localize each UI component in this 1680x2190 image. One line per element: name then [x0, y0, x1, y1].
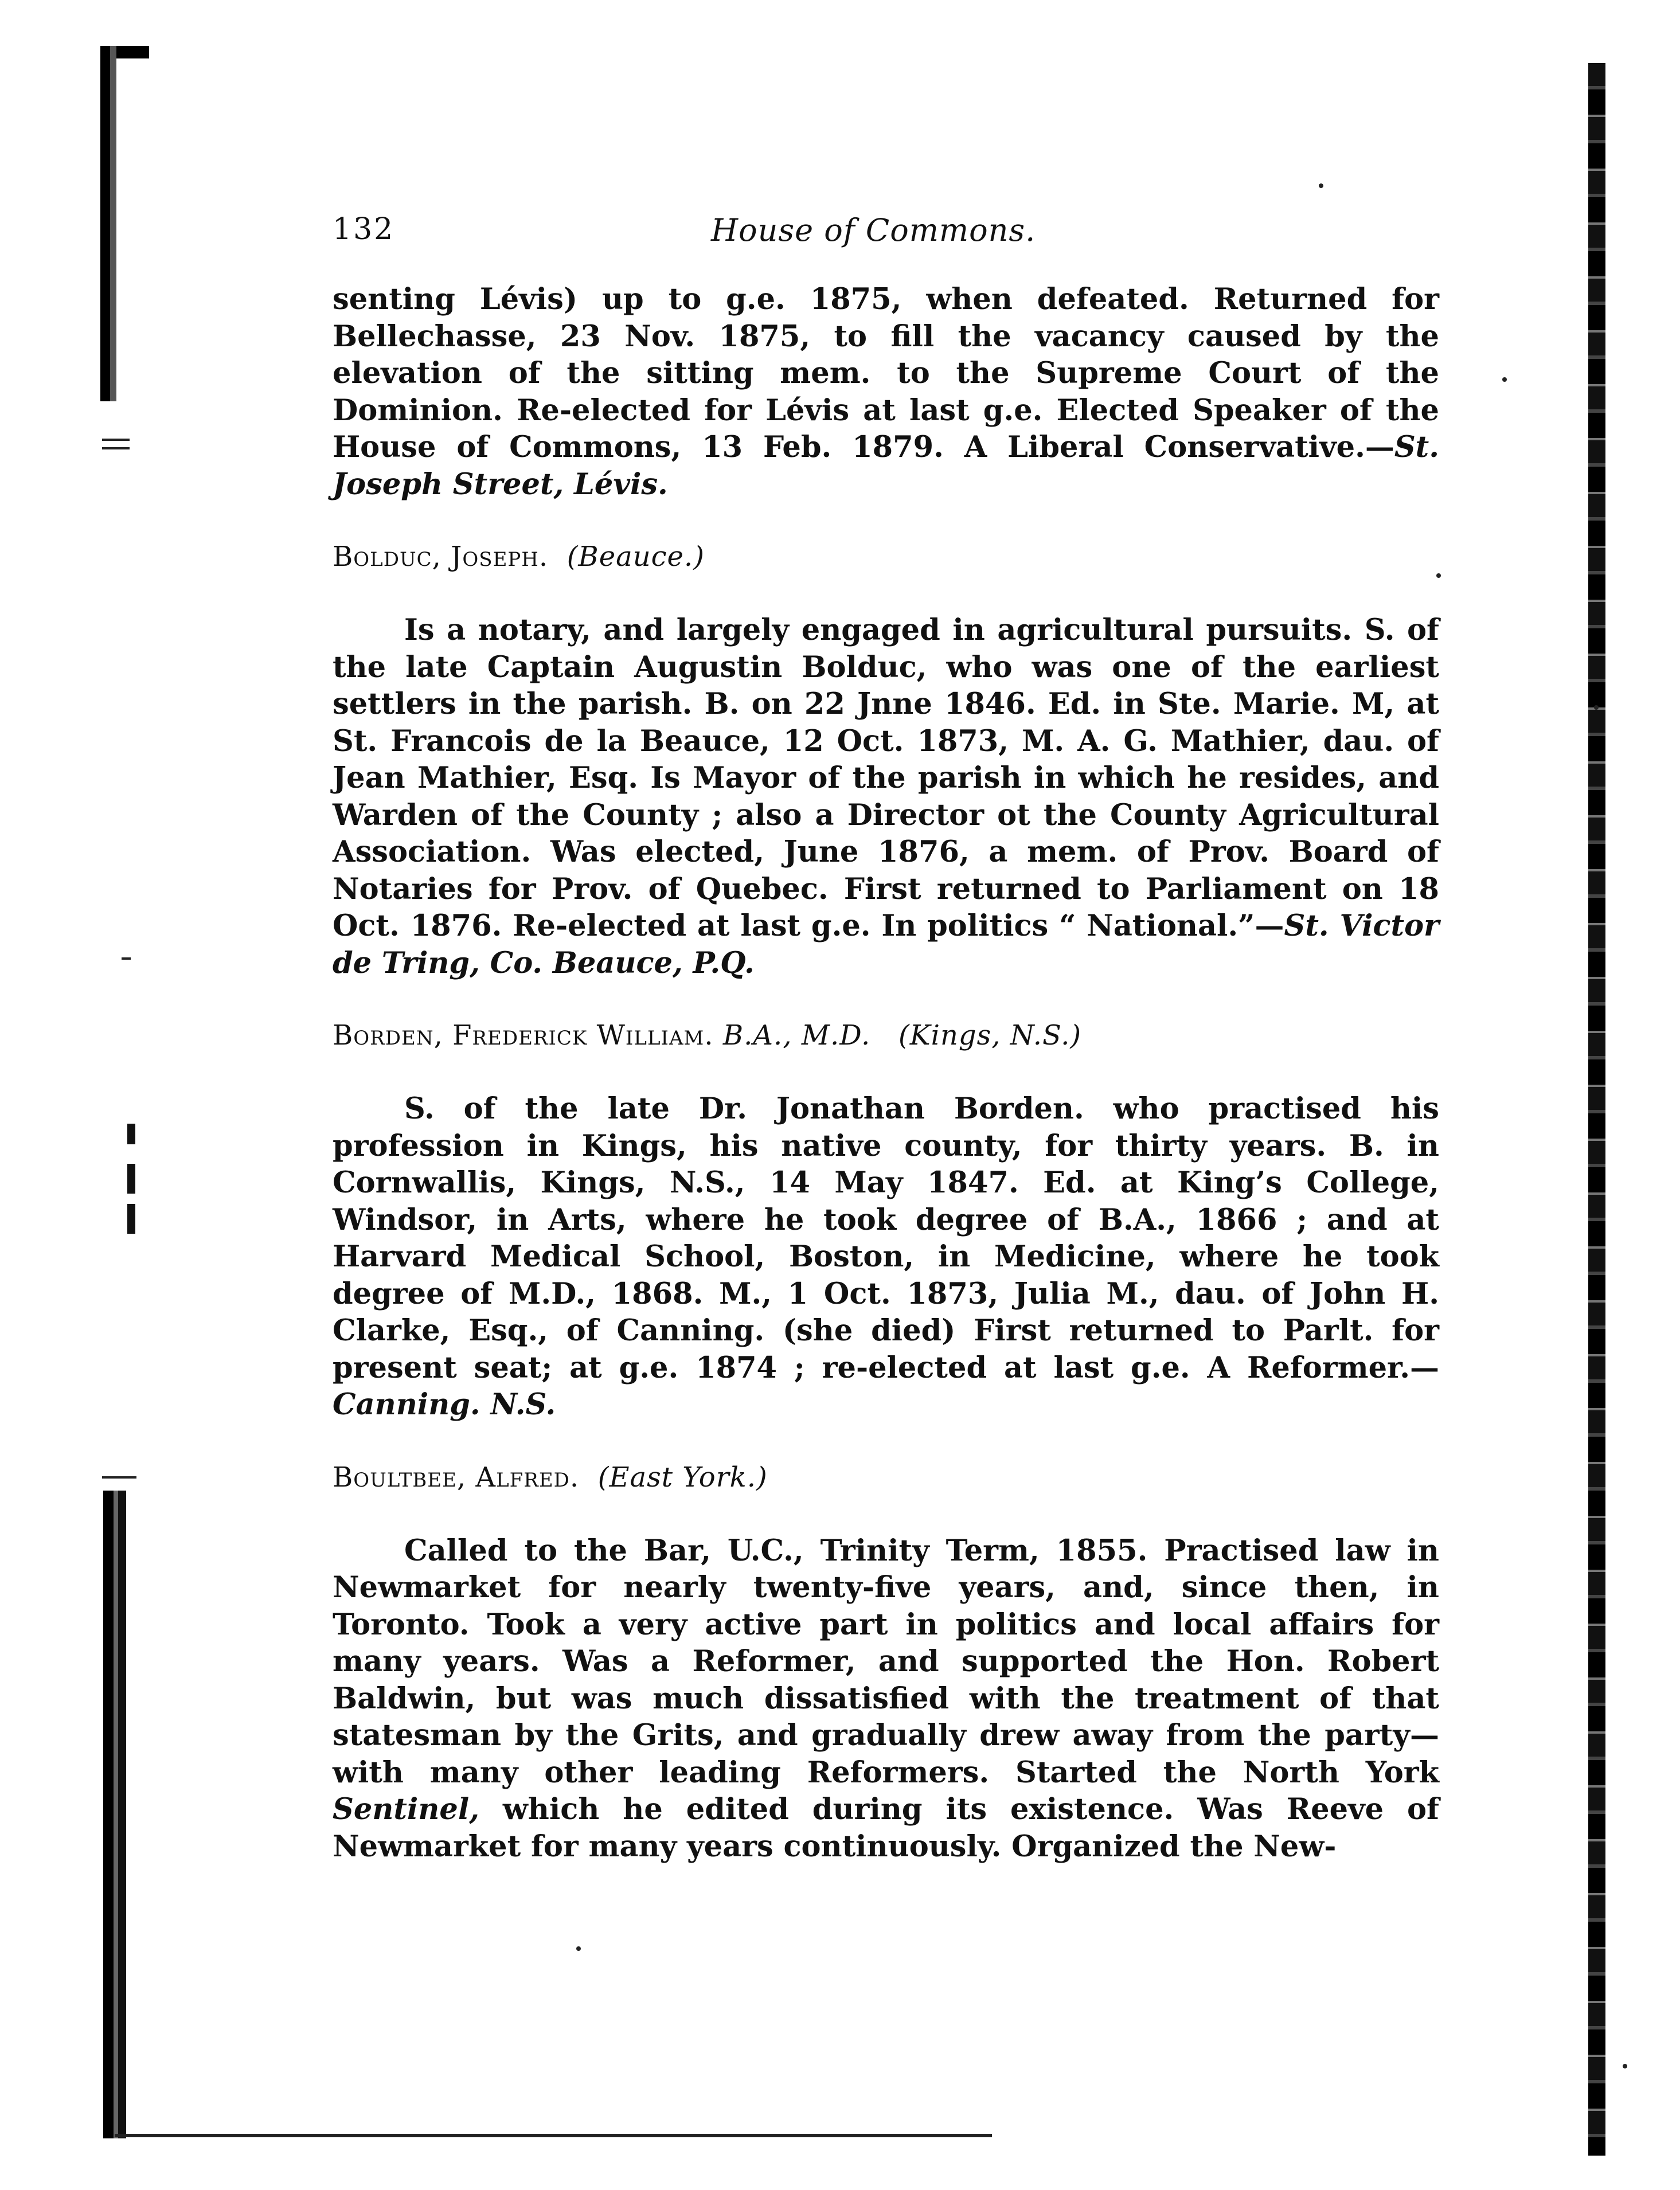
- continuation-paragraph: [333, 281, 1439, 503]
- entry-name: Boultbee, Alfred.: [333, 1461, 580, 1493]
- scan-artifact-speck: [1594, 705, 1599, 710]
- scan-artifact-block: [127, 1124, 135, 1144]
- entry-name: Borden, Frederick William.: [333, 1019, 714, 1051]
- entry-body-text-continued: which he edited during its existence. Was Reeve of Newmarket for many years continuously. Organized the New-: [333, 1792, 1439, 1864]
- page-number: 132: [333, 212, 395, 247]
- entry-heading-bolduc: [333, 538, 1439, 575]
- scan-artifact-speck: [1319, 183, 1323, 188]
- entry-constituency: (Beauce.): [566, 541, 705, 573]
- scan-artifact-dash: [102, 447, 130, 449]
- scan-artifact-left-rule: [100, 46, 116, 401]
- entry-body-text: S. of the late Dr. Jonathan Borden. who practised his profession in Kings, his native county, for thirty years. B. in Cornwallis, Kings, N.S., 14 May 1847. Ed. at King’s College, Windsor, in Arts, where he took degree of B.A., 1866 ; and at Harvard Medical School, Boston, in Medicine, where he took degree of M.D., 1868. M., 1 Oct. 1873, Julia M., dau. of John H. Clarke, Esq., of Canning. (she died) First returned to Parlt. for present seat; at g.e. 1874 ; re-elected at last g.e. A Reformer.—: [333, 1092, 1439, 1385]
- entry-name: Bolduc, Joseph.: [333, 541, 549, 573]
- scan-artifact-right-edge: [1588, 63, 1605, 2156]
- scan-artifact-speck: [1502, 377, 1507, 382]
- scan-artifact-speck: [576, 1946, 581, 1951]
- entry-italic-word: Sentinel,: [333, 1792, 479, 1827]
- entry-heading-boultbee: [333, 1459, 1439, 1496]
- running-head: [333, 212, 1439, 258]
- entry-body-bolduc: [333, 612, 1439, 981]
- entry-degrees: B.A., M.D.: [722, 1019, 871, 1051]
- scan-artifact-block: [127, 1204, 135, 1234]
- running-title: House of Commons.: [711, 212, 1036, 248]
- entry-heading-borden: [333, 1017, 1439, 1054]
- entry-body-text: Called to the Bar, U.C., Trinity Term, 1855. Practised law in Newmarket for nearly twenty-five years, and, since then, in Toronto. Took a very active part in politics and local affairs for many years. Was a Reformer, and supported the Hon. Robert Baldwin, but was much dissatisfied with the treatment of that statesman by the Grits, and gradually drew away from the party—with many other leading Reformers. Started the North York: [333, 1533, 1439, 1790]
- scan-artifact-dash: [122, 957, 131, 960]
- entry-body-text: Is a notary, and largely engaged in agricultural pursuits. S. of the late Captain Augustin Bolduc, who was one of the earliest settlers in the parish. B. on 22 Jnne 1846. Ed. in Ste. Marie. M, at St. Francois de la Beauce, 12 Oct. 1873, M. A. G. Mathier, dau. of Jean Mathier, Esq. Is Mayor of the parish in which he resides, and Warden of the County ; also a Director ot the County Agricultural Association. Was elected, June 1876, a mem. of Prov. Board of Notaries for Prov. of Quebec. First returned to Parliament on 18 Oct. 1876. Re-elected at last g.e. In politics “ National.”—: [333, 613, 1439, 943]
- continuation-address: St. Joseph Street, Lévis.: [333, 430, 1439, 502]
- entry-address: Canning. N.S.: [333, 1387, 556, 1422]
- continuation-text: senting Lévis) up to g.e. 1875, when defeated. Returned for Bellechasse, 23 Nov. 1875, to fill the vacancy caused by the elevation of the sitting mem. to the Supreme Court of the Dominion. Re-elected for Lévis at last g.e. Elected Speaker of the House of Commons, 13 Feb. 1879. A Liberal Conservative.—: [333, 282, 1439, 464]
- scan-artifact-left-bottom: [103, 1491, 126, 2138]
- text-column: [333, 281, 1439, 1865]
- scan-artifact-bottom-rule: [115, 2134, 992, 2137]
- entry-body-borden: [333, 1090, 1439, 1424]
- scan-artifact-dash: [102, 1476, 136, 1479]
- scan-artifact-block: [127, 1164, 135, 1194]
- entry-body-boultbee: [333, 1532, 1439, 1866]
- scan-artifact-dash: [102, 439, 130, 441]
- entry-constituency: (Kings, N.S.): [898, 1019, 1082, 1051]
- entry-constituency: (East York.): [597, 1461, 768, 1493]
- scan-artifact-speck: [1623, 2064, 1627, 2068]
- entry-address: St. Victor de Tring, Co. Beauce, P.Q.: [333, 909, 1440, 980]
